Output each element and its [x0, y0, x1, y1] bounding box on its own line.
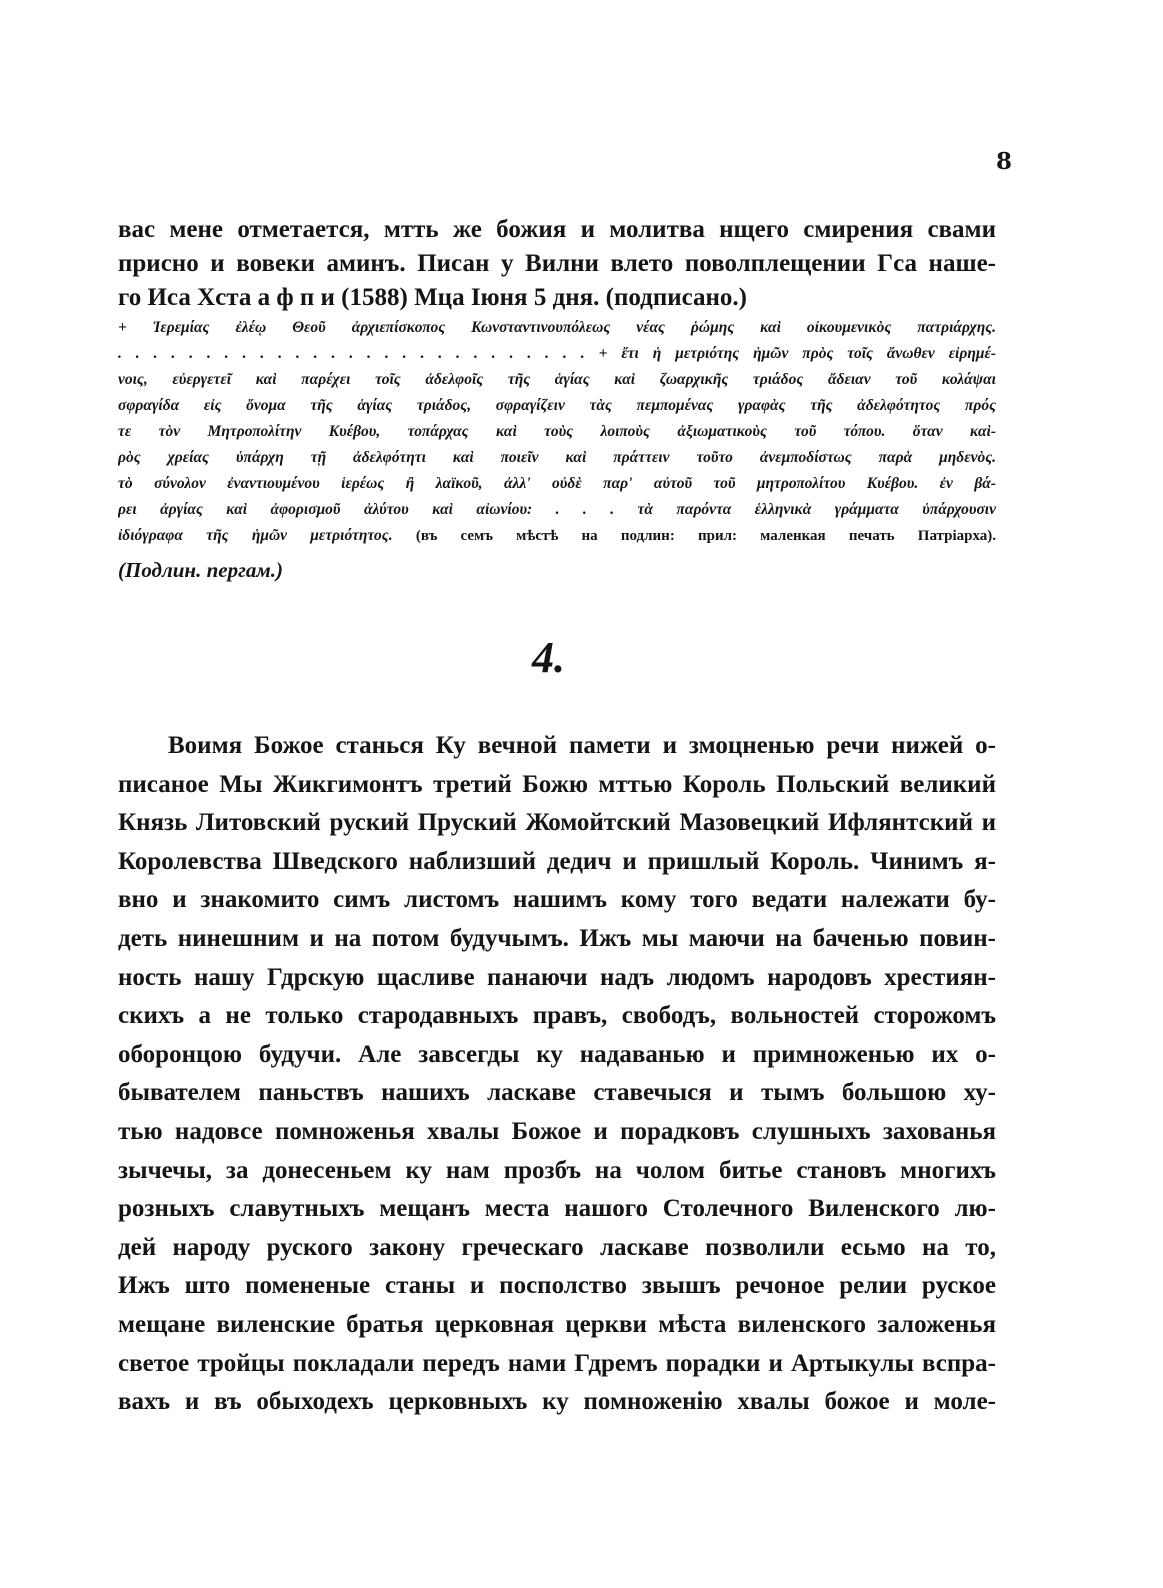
- text-line: присно и вовеки аминъ. Писан у Вилни влето поволплещении Гса наше-: [118, 250, 996, 277]
- text-line: светое тройцы покладали передъ нами Гдремъ порадки и Артыкулы вспра-: [118, 1349, 996, 1377]
- text-line: Королевства Шведского наблизший дедич и пришлый Король. Чинимъ я-: [118, 847, 996, 875]
- greek-line: νοις, εὐεργετεῖ καὶ παρέχει τοῖς ἀδελφοῖς τῆς ἁγίας καὶ ζωαρχικῆς τριάδος ἄδειαν τοῦ κολάψαι: [118, 371, 996, 388]
- greek-line: [118, 523, 996, 549]
- text-line: го Иса Хста а ф п и (1588) Мца Іюня 5 дня. (подписано.): [118, 284, 748, 311]
- text-line: Князь Литовский руский Пруский Жомойтский Мазовецкий Ифлянтский и: [118, 809, 996, 837]
- page-number: 8: [996, 148, 1013, 175]
- text-line: вас мене отметается, мтть же божия и молитва нщего смирения свами: [118, 216, 996, 243]
- greek-line: ρὸς χρείας ὑπάρχη τῇ ἀδελφότητι καὶ ποιεῖν καὶ πράττειν τοῦτο ἀνεμποδίστως παρὰ μηδενὸς.: [118, 449, 996, 466]
- bracket-note: (въ семъ мѣстѣ на подлин: прил: маленкая печать Патріарха).: [415, 528, 996, 544]
- text-line: тью надовсе помноженья хвалы Божое и порадковъ слушныхъ захованья: [118, 1117, 996, 1145]
- text-line: оборонцою будучи. Але завсегды ку надаванью и примноженью их о-: [118, 1040, 996, 1068]
- text-line: скихъ а не только стародавныхъ правъ, свободъ, вольностей сторожомъ: [118, 1002, 996, 1030]
- text-line: бывателем паньствъ нашихъ ласкаве ставечыся и тымъ большою ху-: [118, 1079, 996, 1107]
- text-line: писаное Мы Жикгимонтъ третий Божю мттью Король Польский великий: [118, 770, 996, 798]
- text-line: розныхъ славутныхъ мещанъ места нашого Столечного Виленского лю-: [118, 1195, 996, 1223]
- top-text-block: [118, 213, 996, 587]
- text-line: Ижъ што помененые станы и посполство звышъ речоное релии руское: [118, 1272, 996, 1300]
- greek-line: σφραγίδα εἰς ὄνομα τῆς ἁγίας τριάδος, σφραγίζειν τὰς πεμπομένας γραφὰς τῆς ἀδελφότητος πρός: [118, 397, 996, 414]
- greek-line: τε τὸν Μητροπολίτην Κυέβου, τοπάρχας καὶ τοὺς λοιποὺς ἀξιωματικοὺς τοῦ τόπου. ὅταν καὶ-: [118, 423, 996, 440]
- section-number: 4.: [532, 633, 565, 682]
- text-line: дей народу руского закону греческаго ласкаве позволили есьмо на то,: [118, 1233, 996, 1261]
- greek-line: + Ἱερεμίας ἐλέῳ Θεοῦ ἀρχιεπίσκοπος Κωνσταντινουπόλεως νέας ῥώμης καὶ οἰκουμενικὸς πατριάρχης.: [118, 319, 996, 336]
- main-text-block: [118, 727, 996, 1422]
- source-note: (Подлин. пергам.): [118, 558, 283, 582]
- greek-last-line: ἰδιόγραφα τῆς ἡμῶν μετριότητος.: [118, 527, 393, 544]
- greek-line: τὸ σύνολον ἐναντιουμένου ἱερέως ἢ λαϊκοῦ, ἀλλ' οὐδὲ παρ' αὐτοῦ τοῦ μητροπολίτου Κυέβου. ἐν βά-: [118, 475, 996, 492]
- text-line: деть нинешним и на потом будучымъ. Ижъ мы маючи на баченью повин-: [118, 924, 996, 952]
- text-line: Воимя Божое станься Ку вечной памети и змоцненью речи нижей о-: [168, 732, 996, 759]
- greek-line: ρει ἀργίας καὶ ἀφορισμοῦ ἀλύτου καὶ αἰωνίου: . . . τὰ παρόντα ἑλληνικὰ γράμματα ὑπάρχουσιν: [118, 501, 996, 518]
- greek-line: . . . . . . . . . . . . . . . . . . . . . . . . . . . + ἔτι ἡ μετριότης ἡμῶν πρὸς τοῖς ἄνωθεν εἰρημέ-: [118, 345, 996, 362]
- text-line: вахъ и въ обыходехъ церковныхъ ку помноженію хвалы божое и моле-: [118, 1388, 996, 1416]
- text-line: вно и знакомито симъ листомъ нашимъ кому того ведати належати бу-: [118, 886, 996, 914]
- text-line: ность нашу Гдрскую щасливе панаючи надъ людомъ народовъ хрестиян-: [118, 963, 996, 991]
- text-line: зычечы, за донесеньем ку нам прозбъ на чолом битье становъ многихъ: [118, 1156, 996, 1184]
- text-line: мещане виленские братья церковная церкви мѣста виленского заложенья: [118, 1310, 996, 1338]
